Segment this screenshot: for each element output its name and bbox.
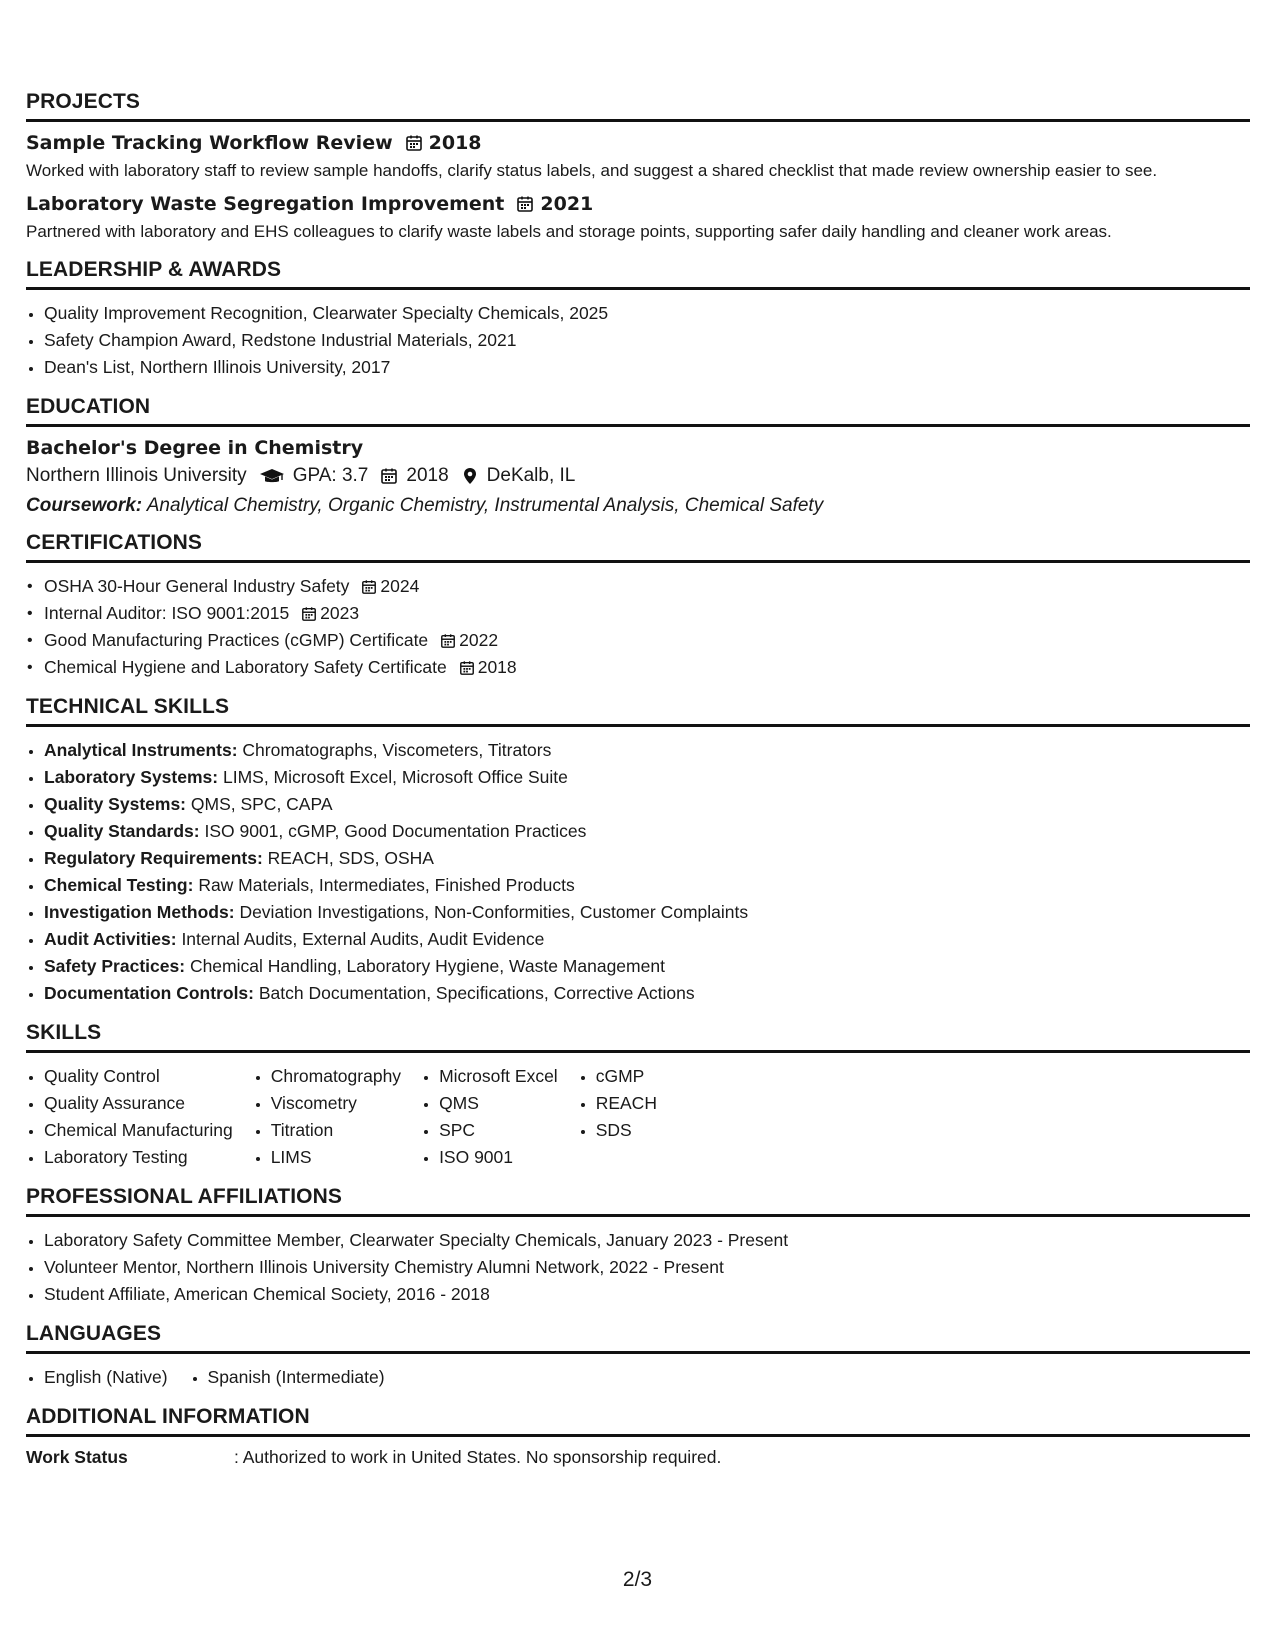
list-item: • QMS — [439, 1090, 558, 1117]
calendar-icon — [380, 467, 398, 485]
project-item — [26, 132, 1250, 183]
skill-category: Investigation Methods: — [44, 902, 235, 922]
list-item: • SPC — [439, 1117, 558, 1144]
calendar-icon — [516, 195, 534, 213]
work-status-label: Work Status — [26, 1447, 128, 1467]
languages-column — [190, 1364, 385, 1391]
skills-column — [578, 1063, 657, 1171]
skill-values: Deviation Investigations, Non-Conformities, Customer Complaints — [239, 902, 749, 922]
list-item — [44, 899, 1250, 926]
section-title-leadership: LEADERSHIP & AWARDS — [26, 258, 1250, 290]
project-title-row — [26, 193, 1250, 215]
list-item — [44, 872, 1250, 899]
list-item — [44, 600, 1250, 627]
list-item: • Titration — [271, 1117, 401, 1144]
project-title-row — [26, 132, 1250, 154]
project-name: Sample Tracking Workflow Review — [26, 132, 393, 154]
list-item: • Quality Assurance — [44, 1090, 233, 1117]
skill-values: Batch Documentation, Specifications, Corrective Actions — [258, 983, 695, 1003]
technical-skills-section — [26, 695, 1250, 1007]
education-details — [26, 465, 1250, 487]
list-item: • Microsoft Excel — [439, 1063, 558, 1090]
skill-values: Internal Audits, External Audits, Audit Evidence — [181, 929, 545, 949]
certification-year: 2018 — [477, 657, 517, 677]
list-item: • REACH — [596, 1090, 657, 1117]
list-item: • Viscometry — [271, 1090, 401, 1117]
skill-category: Safety Practices: — [44, 956, 186, 976]
education-year: 2018 — [406, 465, 449, 486]
skill-values: QMS, SPC, CAPA — [190, 794, 333, 814]
skill-category: Regulatory Requirements: — [44, 848, 263, 868]
skill-values: Raw Materials, Intermediates, Finished Products — [198, 875, 575, 895]
certification-name: • Good Manufacturing Practices (cGMP) Certificate — [44, 630, 429, 650]
technical-skills-list — [26, 737, 1250, 1007]
calendar-icon — [301, 606, 317, 622]
education-section — [26, 395, 1250, 517]
section-title-languages: LANGUAGES — [26, 1322, 1250, 1354]
list-item: • ISO 9001 — [439, 1144, 558, 1171]
project-description: Partnered with laboratory and EHS colleagues to clarify waste labels and storage points, supporting safer daily handling and cleaner work areas. — [26, 222, 1112, 241]
skill-category: Audit Activities: — [44, 929, 177, 949]
affiliations-list — [26, 1227, 1250, 1308]
list-item: • Chromatography — [271, 1063, 401, 1090]
list-item: • Dean's List, Northern Illinois University, 2017 — [44, 354, 1250, 381]
skill-category: Analytical Instruments: — [44, 740, 238, 760]
list-item — [44, 627, 1250, 654]
affiliations-section — [26, 1185, 1250, 1308]
languages-row — [26, 1364, 1250, 1391]
skill-category: Quality Systems: — [44, 794, 186, 814]
section-title-education: EDUCATION — [26, 395, 1250, 427]
list-item: • Laboratory Testing — [44, 1144, 233, 1171]
calendar-icon — [361, 579, 377, 595]
list-item — [44, 926, 1250, 953]
list-item — [44, 818, 1250, 845]
section-title-skills: SKILLS — [26, 1021, 1250, 1053]
skill-category: Quality Standards: — [44, 821, 200, 841]
map-pin-icon — [461, 467, 479, 485]
work-status-value: : Authorized to work in United States. No sponsorship required. — [234, 1447, 722, 1467]
project-item — [26, 193, 1250, 244]
certifications-list — [26, 573, 1250, 681]
list-item: • cGMP — [596, 1063, 657, 1090]
list-item — [44, 845, 1250, 872]
certification-name: • Chemical Hygiene and Laboratory Safety Certificate — [44, 657, 447, 677]
education-degree: Bachelor's Degree in Chemistry — [26, 437, 364, 459]
certification-name: • OSHA 30-Hour General Industry Safety — [44, 576, 350, 596]
list-item — [44, 654, 1250, 681]
skill-values: REACH, SDS, OSHA — [267, 848, 434, 868]
list-item: • Quality Improvement Recognition, Clearwater Specialty Chemicals, 2025 — [44, 300, 1250, 327]
list-item: • LIMS — [271, 1144, 401, 1171]
certification-year: 2024 — [380, 576, 420, 596]
skills-section — [26, 1021, 1250, 1171]
skill-category: Documentation Controls: — [44, 983, 254, 1003]
calendar-icon — [459, 660, 475, 676]
skills-column — [26, 1063, 233, 1171]
projects-section — [26, 90, 1250, 244]
list-item — [44, 764, 1250, 791]
skills-column — [421, 1063, 558, 1171]
calendar-icon — [440, 633, 456, 649]
skill-values: ISO 9001, cGMP, Good Documentation Practices — [204, 821, 587, 841]
certification-year: 2023 — [320, 603, 360, 623]
resume-page — [26, 90, 1250, 1482]
section-title-projects: PROJECTS — [26, 90, 1250, 122]
list-item: • Quality Control — [44, 1063, 233, 1090]
list-item — [44, 791, 1250, 818]
certifications-section — [26, 531, 1250, 681]
list-item: • Volunteer Mentor, Northern Illinois University Chemistry Alumni Network, 2022 - Present — [44, 1254, 1250, 1281]
additional-section — [26, 1405, 1250, 1468]
languages-section — [26, 1322, 1250, 1391]
certification-name: • Internal Auditor: ISO 9001:2015 — [44, 603, 290, 623]
calendar-icon — [405, 134, 423, 152]
list-item — [44, 737, 1250, 764]
skill-values: Chemical Handling, Laboratory Hygiene, Waste Management — [189, 956, 665, 976]
list-item: • Laboratory Safety Committee Member, Clearwater Specialty Chemicals, January 2023 - Present — [44, 1227, 1250, 1254]
skill-values: LIMS, Microsoft Excel, Microsoft Office Suite — [222, 767, 568, 787]
certification-year: 2022 — [459, 630, 499, 650]
list-item — [44, 980, 1250, 1007]
coursework-label: Coursework: — [26, 495, 143, 516]
education-gpa: GPA: 3.7 — [292, 465, 369, 486]
section-title-technical-skills: TECHNICAL SKILLS — [26, 695, 1250, 727]
list-item: • Student Affiliate, American Chemical Society, 2016 - 2018 — [44, 1281, 1250, 1308]
skill-values: Chromatographs, Viscometers, Titrators — [242, 740, 552, 760]
list-item — [44, 953, 1250, 980]
skill-category: Chemical Testing: — [44, 875, 194, 895]
project-year: 2018 — [428, 132, 482, 154]
list-item — [44, 573, 1250, 600]
section-title-additional: ADDITIONAL INFORMATION — [26, 1405, 1250, 1437]
skill-category: Laboratory Systems: — [44, 767, 219, 787]
page-number: 2/3 — [622, 1568, 653, 1591]
education-school: Northern Illinois University — [26, 465, 247, 486]
skills-grid — [26, 1063, 1250, 1171]
section-title-certifications: CERTIFICATIONS — [26, 531, 1250, 563]
list-item: • Chemical Manufacturing — [44, 1117, 233, 1144]
section-title-affiliations: PROFESSIONAL AFFILIATIONS — [26, 1185, 1250, 1217]
education-location: DeKalb, IL — [486, 465, 576, 486]
leadership-list — [26, 300, 1250, 381]
list-item: • Spanish (Intermediate) — [208, 1364, 385, 1391]
project-description: Worked with laboratory staff to review sample handoffs, clarify status labels, and suggest a shared checklist that made review ownership easier to see. — [26, 161, 1158, 180]
education-coursework — [26, 495, 1250, 517]
list-item: • English (Native) — [44, 1364, 168, 1391]
list-item: • Safety Champion Award, Redstone Industrial Materials, 2021 — [44, 327, 1250, 354]
project-name: Laboratory Waste Segregation Improvement — [26, 193, 505, 215]
work-status-row — [26, 1447, 1250, 1468]
languages-column — [26, 1364, 168, 1391]
graduation-cap-icon — [259, 467, 285, 485]
list-item: • SDS — [596, 1117, 657, 1144]
leadership-section — [26, 258, 1250, 381]
project-year: 2021 — [540, 193, 594, 215]
coursework-list: Analytical Chemistry, Organic Chemistry, Instrumental Analysis, Chemical Safety — [146, 495, 824, 516]
skills-column — [253, 1063, 401, 1171]
